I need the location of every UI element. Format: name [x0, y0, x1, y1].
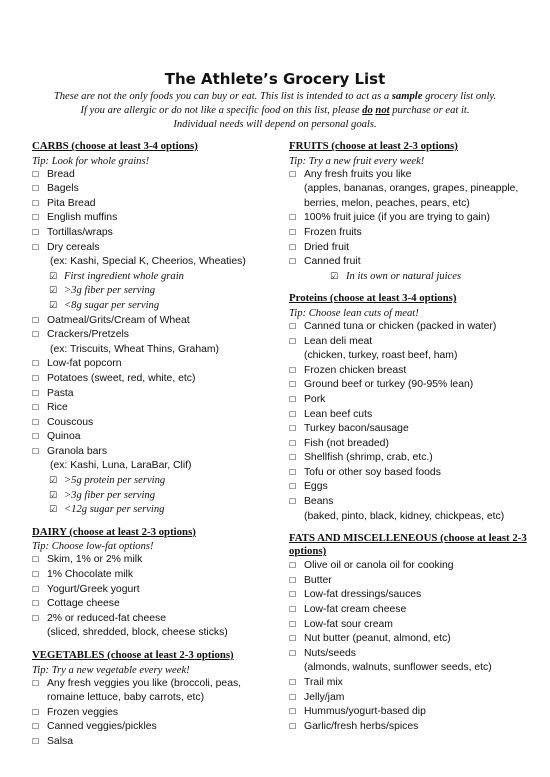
- item-label: Crackers/Pretzels: [47, 329, 129, 341]
- list-item: [289, 451, 529, 466]
- checkbox-icon[interactable]: ☐: [289, 497, 297, 507]
- item-label: Quinoa: [47, 431, 81, 443]
- vegetables-note-text: romaine lettuce, baby carrots, etc): [47, 692, 205, 704]
- fruits-note-text: (apples, bananas, oranges, grapes, pineapple,: [304, 183, 519, 195]
- item-label: Nut butter (peanut, almond, etc): [304, 633, 451, 645]
- item-label: Tofu or other soy based foods: [304, 466, 441, 478]
- item-label: >3g fiber per serving: [64, 285, 156, 297]
- checkbox-icon[interactable]: ☐: [32, 184, 40, 194]
- item-label: English muffins: [47, 212, 118, 224]
- checkbox-icon[interactable]: ☐: [32, 403, 40, 413]
- item-label: Garlic/fresh herbs/spices: [304, 720, 419, 732]
- checkbox-icon[interactable]: ☐: [289, 242, 297, 252]
- list-item: [289, 632, 529, 647]
- list-item: [32, 197, 272, 212]
- item-label: Turkey bacon/sausage: [304, 423, 409, 435]
- checkbox-icon[interactable]: ☐: [32, 707, 40, 717]
- list-item: [32, 211, 272, 226]
- item-label: >3g fiber per serving: [64, 489, 156, 501]
- item-label: Butter: [304, 574, 332, 586]
- cereal-criteria: [32, 270, 272, 314]
- checkbox-icon[interactable]: ☐: [32, 373, 40, 383]
- intro-emphasis-sample: sample: [391, 91, 423, 102]
- checkbox-icon[interactable]: ☐: [289, 213, 297, 223]
- proteins-heading: Proteins (choose at least 3-4 options): [289, 292, 457, 305]
- dairy-list: [32, 553, 272, 626]
- item-label: Lean deli meat: [304, 335, 373, 347]
- checkbox-icon[interactable]: ☐: [289, 321, 297, 331]
- dairy-tip: Tip: Choose low-fat options!: [32, 541, 154, 553]
- list-item: [32, 328, 272, 343]
- list-item: [32, 372, 272, 387]
- list-item: [289, 255, 529, 270]
- item-label: Any fresh fruits you like: [304, 168, 412, 180]
- criteria-item: [32, 270, 272, 285]
- list-item: [32, 182, 272, 197]
- fruits-tip: Tip: Try a new fruit every week!: [289, 155, 425, 167]
- intro-line-3: Individual needs will depend on personal goals.: [173, 119, 377, 130]
- checkbox-icon[interactable]: ☐: [32, 722, 40, 732]
- checked-box-icon[interactable]: ☑: [49, 505, 58, 516]
- cheese-note: [32, 626, 272, 641]
- list-item: [32, 416, 272, 431]
- checkbox-icon[interactable]: ☐: [32, 584, 40, 594]
- item-label: Hummus/yogurt-based dip: [304, 706, 426, 718]
- checkbox-icon[interactable]: ☐: [32, 417, 40, 427]
- proteins-list: [289, 320, 529, 349]
- checkbox-icon[interactable]: ☐: [289, 575, 297, 585]
- carbs-list-3: [32, 357, 272, 459]
- item-label: Pork: [304, 393, 326, 405]
- criteria-item: [32, 503, 272, 518]
- fruits-note-1: [289, 182, 529, 197]
- left-column: [32, 140, 272, 750]
- list-item: [289, 603, 529, 618]
- checked-box-icon[interactable]: ☑: [49, 490, 58, 501]
- list-item: [32, 226, 272, 241]
- criteria-item: [32, 299, 272, 314]
- item-label: Bread: [47, 168, 75, 180]
- list-item: [289, 168, 529, 183]
- checkbox-icon[interactable]: ☐: [32, 330, 40, 340]
- item-label: Lean beef cuts: [304, 408, 373, 420]
- item-label: Skim, 1% or 2% milk: [47, 554, 143, 566]
- item-label: Nuts/seeds: [304, 647, 356, 659]
- list-item: [289, 559, 529, 574]
- proteins-list-2: [289, 364, 529, 510]
- item-label: Pasta: [47, 387, 74, 399]
- checked-box-icon[interactable]: ☑: [330, 271, 339, 282]
- item-label: <8g sugar per serving: [64, 299, 160, 311]
- item-label: Bagels: [47, 183, 79, 195]
- item-label: Tortillas/wraps: [47, 226, 113, 238]
- list-item: [32, 357, 272, 372]
- list-item: [32, 314, 272, 329]
- list-item: [32, 677, 272, 692]
- list-item: [289, 574, 529, 589]
- list-item: [289, 720, 529, 735]
- list-item: [289, 226, 529, 241]
- checkbox-icon[interactable]: ☐: [32, 446, 40, 456]
- list-item: [289, 422, 529, 437]
- checkbox-icon[interactable]: ☐: [289, 365, 297, 375]
- item-label: Rice: [47, 402, 68, 414]
- item-label: Salsa: [47, 735, 73, 747]
- item-label: Beans: [304, 496, 334, 508]
- checked-box-icon[interactable]: ☑: [49, 476, 58, 487]
- list-item: [289, 705, 529, 720]
- checkbox-icon[interactable]: ☐: [289, 394, 297, 404]
- checkbox-icon[interactable]: ☐: [289, 707, 297, 717]
- list-item: [32, 445, 272, 460]
- fats-heading: FATS AND MISCELLENEOUS (choose at least 2-3 options): [289, 532, 527, 558]
- deli-note: [289, 349, 529, 364]
- vegetables-note: [32, 691, 272, 706]
- dairy-heading: DAIRY (choose at least 2-3 options): [32, 525, 196, 538]
- carbs-list: [32, 168, 272, 256]
- item-label: Yogurt/Greek yogurt: [47, 583, 140, 595]
- item-label: 100% fruit juice (if you are trying to gain): [304, 212, 490, 224]
- checkbox-icon[interactable]: ☐: [32, 613, 40, 623]
- item-label: Low-fat cream cheese: [304, 604, 407, 616]
- checkbox-icon[interactable]: ☐: [32, 570, 40, 580]
- checkbox-icon[interactable]: ☐: [32, 555, 40, 565]
- item-label: Eggs: [304, 481, 328, 493]
- list-item: [289, 364, 529, 379]
- list-item: [289, 320, 529, 335]
- item-label: Low-fat dressings/sauces: [304, 589, 422, 601]
- list-item: [32, 241, 272, 256]
- checkbox-icon[interactable]: ☐: [289, 692, 297, 702]
- cereal-example-text: (ex: Kashi, Special K, Cheerios, Wheaties): [50, 256, 246, 268]
- cracker-example-text: (ex: Triscuits, Wheat Thins, Graham): [50, 343, 219, 355]
- intro-line-2-text: If you are allergic or do not like a specific food on this list, please: [80, 105, 363, 116]
- list-item: [289, 211, 529, 226]
- list-item: [289, 408, 529, 423]
- list-item: [289, 676, 529, 691]
- intro-line-1-end: grocery list only.: [422, 91, 497, 102]
- item-label: Trail mix: [304, 677, 343, 688]
- right-column: [289, 140, 529, 734]
- carbs-list-2: [32, 314, 272, 343]
- fruits-heading: FRUITS (choose at least 2-3 options): [289, 140, 458, 152]
- item-label: 2% or reduced-fat cheese: [47, 612, 166, 624]
- item-label: >5g protein per serving: [64, 475, 166, 487]
- list-item: [32, 387, 272, 402]
- nuts-note-text: (almonds, walnuts, sunflower seeds, etc): [304, 662, 492, 674]
- item-label: First ingredient whole grain: [64, 270, 184, 282]
- criteria-label: In its own or natural juices: [346, 270, 462, 282]
- checkbox-icon[interactable]: ☐: [289, 648, 297, 658]
- item-label: Pita Bread: [47, 197, 96, 209]
- list-item: [289, 647, 529, 662]
- checkbox-icon[interactable]: ☐: [289, 721, 297, 731]
- page-title: The Athlete’s Grocery List: [164, 70, 386, 88]
- list-item: [289, 335, 529, 350]
- item-label: Granola bars: [47, 445, 108, 457]
- item-label: Frozen fruits: [304, 226, 362, 238]
- list-item: [289, 691, 529, 706]
- checkbox-icon[interactable]: ☐: [289, 424, 297, 434]
- list-item: [32, 612, 272, 627]
- item-label: Low-fat sour cream: [304, 618, 393, 630]
- item-label: Dried fruit: [304, 241, 350, 253]
- checkbox-icon[interactable]: ☐: [289, 227, 297, 237]
- carbs-heading: CARBS (choose at least 3-4 options): [32, 140, 198, 152]
- checkbox-icon[interactable]: ☐: [32, 736, 40, 746]
- item-label: Cottage cheese: [47, 598, 120, 610]
- checkbox-icon[interactable]: ☐: [289, 438, 297, 448]
- checkbox-icon[interactable]: ☐: [289, 561, 297, 571]
- deli-note-text: (chicken, turkey, roast beef, ham): [304, 350, 458, 362]
- item-label: Frozen chicken breast: [304, 364, 407, 376]
- list-item: [32, 720, 272, 735]
- granola-example: [32, 459, 272, 474]
- list-item: [32, 401, 272, 416]
- list-item: [32, 168, 272, 183]
- checkbox-icon[interactable]: ☐: [32, 169, 40, 179]
- item-label: Frozen veggies: [47, 706, 119, 718]
- intro-emphasis-do: do: [362, 105, 373, 116]
- checkbox-icon[interactable]: ☐: [289, 409, 297, 419]
- intro-line-1: [20, 90, 530, 104]
- item-label: 1% Chocolate milk: [47, 569, 134, 581]
- checkbox-icon[interactable]: ☐: [32, 315, 40, 325]
- cheese-note-text: (sliced, shredded, block, cheese sticks): [47, 627, 228, 639]
- item-label: Oatmeal/Grits/Cream of Wheat: [47, 314, 190, 326]
- list-item: [289, 618, 529, 633]
- vegetables-tip: Tip: Try a new vegetable every week!: [32, 664, 190, 676]
- item-label: Olive oil or canola oil for cooking: [304, 560, 454, 572]
- checked-box-icon[interactable]: ☑: [49, 271, 58, 282]
- list-item: [32, 735, 272, 750]
- item-label: Canned veggies/pickles: [47, 721, 157, 733]
- list-item: [32, 568, 272, 583]
- checkbox-icon[interactable]: ☐: [32, 432, 40, 442]
- vegetables-heading: VEGETABLES (choose at least 2-3 options): [32, 649, 234, 661]
- item-label: Any fresh veggies you like (broccoli, peas,: [47, 677, 242, 689]
- checkbox-icon[interactable]: ☐: [32, 359, 40, 369]
- checkbox-icon[interactable]: ☐: [32, 242, 40, 252]
- item-label: Shellfish (shrimp, crab, etc.): [304, 452, 433, 464]
- carbs-tip: Tip: Look for whole grains!: [32, 155, 150, 167]
- fruits-note-2: [289, 197, 529, 212]
- proteins-tip: Tip: Choose lean cuts of meat!: [289, 307, 419, 319]
- list-item: [289, 393, 529, 408]
- list-item: [289, 437, 529, 452]
- checkbox-icon[interactable]: ☐: [32, 599, 40, 609]
- item-label: Couscous: [47, 416, 94, 428]
- cracker-example: [32, 343, 272, 358]
- checkbox-icon[interactable]: ☐: [289, 169, 297, 179]
- checked-box-icon[interactable]: ☑: [49, 300, 58, 311]
- fruits-note-text: berries, melon, peaches, pears, etc): [304, 197, 470, 209]
- list-item: [289, 588, 529, 603]
- item-label: Canned tuna or chicken (packed in water): [304, 320, 497, 332]
- checkbox-icon[interactable]: ☐: [289, 380, 297, 390]
- item-label: Ground beef or turkey (90-95% lean): [304, 379, 474, 391]
- criteria-item: [32, 489, 272, 504]
- list-item: [289, 241, 529, 256]
- checkbox-icon[interactable]: ☐: [289, 467, 297, 477]
- checkbox-icon[interactable]: ☐: [289, 605, 297, 615]
- intro-text: [20, 90, 530, 132]
- intro-line-2-end: purchase or eat it.: [389, 105, 470, 116]
- list-item: [32, 706, 272, 721]
- checkbox-icon[interactable]: ☐: [32, 198, 40, 208]
- beans-note-text: (baked, pinto, black, kidney, chickpeas, etc): [304, 510, 505, 522]
- checkbox-icon[interactable]: ☐: [289, 590, 297, 600]
- checkbox-icon[interactable]: ☐: [289, 678, 297, 687]
- intro-line-1-text: These are not the only foods you can buy or eat. This list is intended to act as a: [53, 91, 392, 102]
- item-label: Fish (not breaded): [304, 437, 389, 449]
- checkbox-icon[interactable]: ☐: [289, 619, 297, 629]
- granola-criteria: [32, 474, 272, 518]
- granola-example-text: (ex: Kashi, Luna, LaraBar, Clif): [50, 460, 192, 472]
- item-label: Dry cereals: [47, 241, 100, 253]
- checkbox-icon[interactable]: ☐: [289, 482, 297, 492]
- item-label: <12g sugar per serving: [64, 504, 165, 516]
- nuts-note: [289, 661, 529, 676]
- checkbox-icon[interactable]: ☐: [32, 388, 40, 398]
- item-label: Canned fruit: [304, 256, 361, 268]
- fats-list-2: [289, 676, 529, 734]
- criteria-item: [32, 284, 272, 299]
- cereal-example: [32, 255, 272, 270]
- list-item: [32, 583, 272, 598]
- list-item: [32, 430, 272, 445]
- fats-list: [289, 559, 529, 661]
- beans-note: [289, 510, 529, 525]
- vegetables-list: [32, 706, 272, 750]
- list-item: [289, 495, 529, 510]
- list-item: [289, 480, 529, 495]
- item-label: Potatoes (sweet, red, white, etc): [47, 372, 196, 384]
- item-label: Low-fat popcorn: [47, 358, 122, 370]
- checkbox-icon[interactable]: ☐: [289, 336, 297, 346]
- list-item: [289, 466, 529, 481]
- checkbox-icon[interactable]: ☐: [32, 213, 40, 223]
- checkbox-icon[interactable]: ☐: [289, 634, 297, 644]
- canned-fruit-criteria: [289, 270, 529, 285]
- checked-box-icon[interactable]: ☑: [49, 286, 58, 297]
- list-item: [32, 597, 272, 612]
- list-item: [32, 553, 272, 568]
- checkbox-icon[interactable]: ☐: [289, 257, 297, 267]
- criteria-item: [32, 474, 272, 489]
- item-label: Jelly/jam: [304, 691, 345, 703]
- intro-line-2: [20, 104, 530, 118]
- list-item: [289, 378, 529, 393]
- checkbox-icon[interactable]: ☐: [32, 227, 40, 237]
- checkbox-icon[interactable]: ☐: [289, 453, 297, 463]
- fruits-list: [289, 211, 529, 269]
- intro-emphasis-not: not: [375, 105, 390, 116]
- checkbox-icon[interactable]: ☐: [32, 678, 40, 688]
